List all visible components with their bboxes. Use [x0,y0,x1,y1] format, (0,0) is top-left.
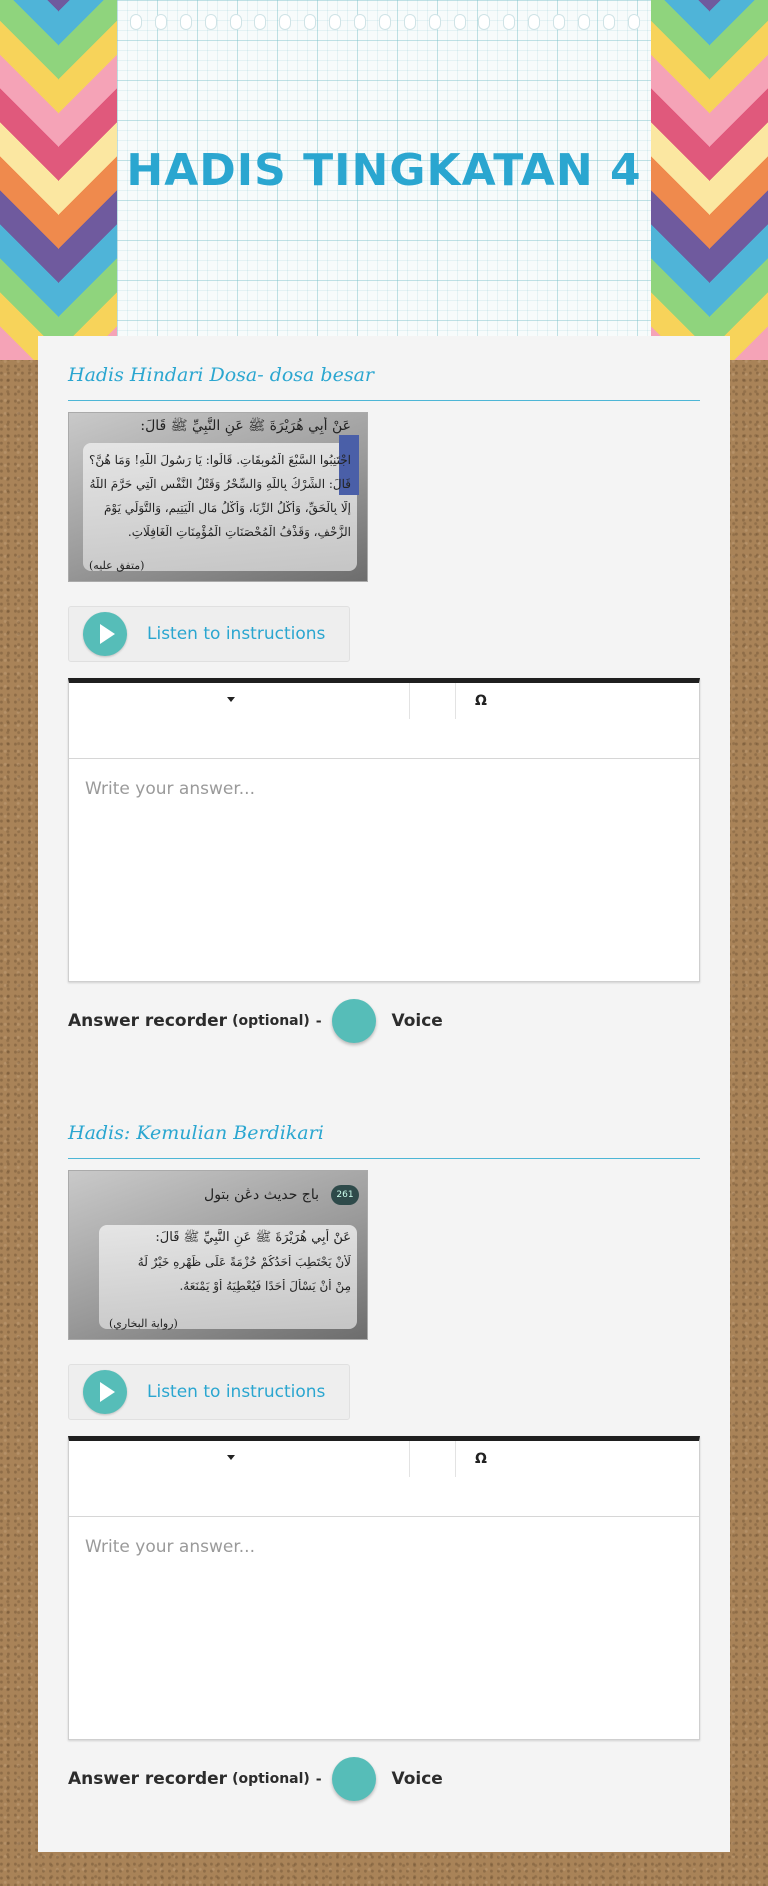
image-text-line: (رواية البخاري) [109,1317,178,1330]
section-divider [68,1158,700,1159]
section-divider [68,400,700,401]
play-icon [83,1370,127,1414]
notebook-holes [130,14,640,28]
recorder-optional: (optional) [232,1771,310,1787]
recorder-dash: - [315,1769,322,1788]
chevron-pattern-right [651,0,768,360]
image-text-line: اجْتَنِبُوا السَّبْعَ الْمُوبِقَاتِ. قَالُوا: يَا رَسُولَ اللَّهِ! وَمَا هُنَّ؟ [89,453,351,467]
chevron-pattern-left [0,0,117,360]
toolbar-divider [409,683,410,719]
answer-textarea[interactable]: Write your answer... [85,1537,255,1557]
image-text-line: باج حديث دڠن بتول [204,1187,319,1203]
image-text-line: (متفق عليه) [89,559,145,572]
image-text-line: قَالَ: الشِّرْكُ بِاللَّهِ وَالسِّحْرُ وَقَتْلُ النَّفْسِ الَّتِي حَرَّمَ اللَّهُ [89,477,351,491]
image-text-line: لَأَنْ يَحْتَطِبَ أَحَدُكُمْ حُزْمَةً عَلَى ظَهْرِهِ خَيْرٌ لَهُ [137,1255,351,1269]
listen-instructions-button[interactable] [68,606,350,662]
caret-down-icon [227,697,235,702]
toolbar-divider [455,683,456,719]
worksheet-card [38,336,730,1852]
format-dropdown[interactable] [69,683,409,719]
recorder-voice-label: Voice [391,1011,443,1031]
listen-label: Listen to instructions [147,624,326,644]
special-characters-button[interactable]: Ω [475,1451,487,1467]
hadis-image [68,1170,368,1340]
image-text-line: إِلَّا بِالْحَقِّ، وَأَكْلُ الرِّبَا، وَأَكْلُ مَالِ الْيَتِيمِ، وَالتَّوَلِّي يَوْمَ [103,501,351,515]
toolbar-divider [455,1441,456,1477]
recorder-voice-label: Voice [391,1769,443,1789]
image-text-line: الزَّحْفِ، وَقَذْفُ الْمُحْصَنَاتِ الْمُؤْمِنَاتِ الْغَافِلَاتِ. [127,525,351,539]
caret-down-icon [227,1455,235,1460]
page-number-badge: 261 [331,1185,359,1205]
editor-toolbar [69,1441,699,1517]
recorder-dash: - [315,1011,322,1030]
answer-textarea[interactable]: Write your answer... [85,779,255,799]
play-icon [83,612,127,656]
answer-editor [68,1436,700,1740]
header-banner [0,0,768,360]
record-icon[interactable] [332,999,376,1043]
recorder-optional: (optional) [232,1013,310,1029]
answer-recorder [68,1754,700,1804]
record-icon[interactable] [332,1757,376,1801]
toolbar-divider [409,1441,410,1477]
recorder-label: Answer recorder [68,1011,228,1031]
hadis-image [68,412,368,582]
image-text-line: مِنْ أَنْ يَسْأَلَ أَحَدًا فَيُعْطِيَهُ أَوْ يَمْنَعَهُ. [179,1279,351,1293]
listen-instructions-button[interactable] [68,1364,350,1420]
image-text-line: عَنْ أَبِي هُرَيْرَةَ ﷺ عَنِ النَّبِيِّ ﷺ قَالَ: [140,418,351,434]
listen-label: Listen to instructions [147,1382,326,1402]
section-title: Hadis Hindari Dosa- dosa besar [68,364,374,386]
recorder-label: Answer recorder [68,1769,228,1789]
special-characters-button[interactable]: Ω [475,693,487,709]
answer-recorder [68,996,700,1046]
page-title: HADIS TINGKATAN 4 [126,145,642,196]
editor-toolbar [69,683,699,759]
image-text-line: عَنْ أَبِي هُرَيْرَةَ ﷺ عَنِ النَّبِيِّ ﷺ قَالَ: [155,1230,351,1245]
section-title: Hadis: Kemulian Berdikari [68,1122,324,1144]
format-dropdown[interactable] [69,1441,409,1477]
answer-editor [68,678,700,982]
